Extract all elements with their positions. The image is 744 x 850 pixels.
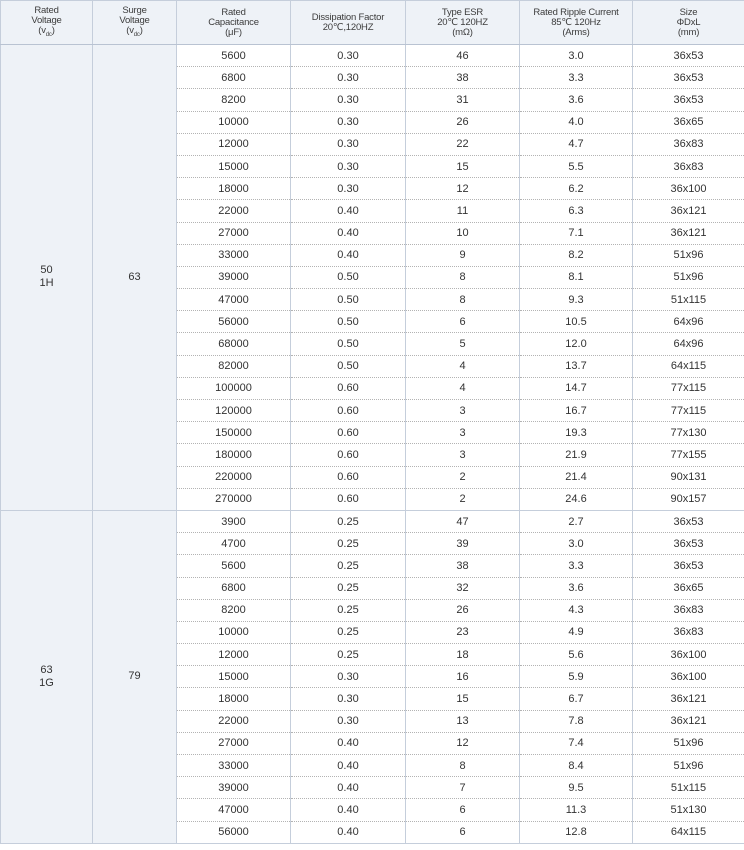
ripple-current-cell: 3.6 xyxy=(520,89,633,111)
size-cell: 64x115 xyxy=(633,355,744,377)
esr-cell: 4 xyxy=(406,355,520,377)
ripple-current-cell: 7.8 xyxy=(520,710,633,732)
capacitance-cell: 15000 xyxy=(177,666,291,688)
size-cell: 51x115 xyxy=(633,289,744,311)
esr-cell: 31 xyxy=(406,89,520,111)
esr-cell: 23 xyxy=(406,621,520,643)
header-dissipation-factor: Dissipation Factor 20℃,120HZ xyxy=(291,1,406,45)
dissipation-factor-cell: 0.30 xyxy=(291,666,406,688)
size-cell: 51x96 xyxy=(633,732,744,754)
ripple-current-cell: 6.2 xyxy=(520,178,633,200)
size-cell: 36x53 xyxy=(633,510,744,532)
dissipation-factor-cell: 0.25 xyxy=(291,644,406,666)
dissipation-factor-cell: 0.40 xyxy=(291,755,406,777)
dissipation-factor-cell: 0.25 xyxy=(291,621,406,643)
table-row xyxy=(1,45,744,67)
size-cell: 77x115 xyxy=(633,377,744,399)
ripple-current-cell: 24.6 xyxy=(520,488,633,510)
ripple-current-cell: 2.7 xyxy=(520,510,633,532)
capacitance-cell: 8200 xyxy=(177,599,291,621)
surge-voltage-cell: 79 xyxy=(93,510,177,843)
header-size: Size ΦDxL (mm) xyxy=(633,1,744,45)
ripple-current-cell: 5.6 xyxy=(520,644,633,666)
capacitance-cell: 39000 xyxy=(177,266,291,288)
rated-voltage-cell xyxy=(1,510,93,843)
esr-cell: 3 xyxy=(406,400,520,422)
esr-cell: 46 xyxy=(406,45,520,67)
dissipation-factor-cell: 0.30 xyxy=(291,67,406,89)
esr-cell: 15 xyxy=(406,155,520,177)
size-cell: 36x121 xyxy=(633,688,744,710)
dissipation-factor-cell: 0.60 xyxy=(291,488,406,510)
ripple-current-cell: 9.3 xyxy=(520,289,633,311)
size-cell: 51x96 xyxy=(633,755,744,777)
dissipation-factor-cell: 0.50 xyxy=(291,311,406,333)
ripple-current-cell: 10.5 xyxy=(520,311,633,333)
capacitance-cell: 68000 xyxy=(177,333,291,355)
esr-cell: 12 xyxy=(406,732,520,754)
dissipation-factor-cell: 0.30 xyxy=(291,178,406,200)
capacitance-cell: 33000 xyxy=(177,755,291,777)
dissipation-factor-cell: 0.60 xyxy=(291,444,406,466)
size-cell: 64x115 xyxy=(633,821,744,843)
ripple-current-cell: 3.3 xyxy=(520,67,633,89)
esr-cell: 39 xyxy=(406,533,520,555)
capacitance-cell: 5600 xyxy=(177,555,291,577)
dissipation-factor-cell: 0.60 xyxy=(291,466,406,488)
esr-cell: 4 xyxy=(406,377,520,399)
size-cell: 90x131 xyxy=(633,466,744,488)
esr-cell: 6 xyxy=(406,799,520,821)
size-cell: 51x96 xyxy=(633,244,744,266)
capacitance-cell: 22000 xyxy=(177,200,291,222)
size-cell: 36x65 xyxy=(633,111,744,133)
capacitance-cell: 27000 xyxy=(177,222,291,244)
ripple-current-cell: 7.4 xyxy=(520,732,633,754)
dissipation-factor-cell: 0.40 xyxy=(291,821,406,843)
esr-cell: 22 xyxy=(406,133,520,155)
capacitance-cell: 5600 xyxy=(177,45,291,67)
esr-cell: 47 xyxy=(406,510,520,532)
ripple-current-cell: 12.0 xyxy=(520,333,633,355)
capacitance-cell: 6800 xyxy=(177,577,291,599)
rated-voltage-value: 63 xyxy=(40,663,53,676)
dissipation-factor-cell: 0.30 xyxy=(291,688,406,710)
ripple-current-cell: 12.8 xyxy=(520,821,633,843)
ripple-current-cell: 3.3 xyxy=(520,555,633,577)
header-rated-capacitance: Rated Capacitance (μF) xyxy=(177,1,291,45)
dissipation-factor-cell: 0.30 xyxy=(291,710,406,732)
capacitance-cell: 15000 xyxy=(177,155,291,177)
size-cell: 36x65 xyxy=(633,577,744,599)
capacitance-cell: 56000 xyxy=(177,821,291,843)
size-cell: 36x53 xyxy=(633,89,744,111)
esr-cell: 3 xyxy=(406,422,520,444)
dissipation-factor-cell: 0.50 xyxy=(291,266,406,288)
dissipation-factor-cell: 0.40 xyxy=(291,777,406,799)
capacitance-cell: 6800 xyxy=(177,67,291,89)
capacitance-cell: 4700 xyxy=(177,533,291,555)
esr-cell: 13 xyxy=(406,710,520,732)
dissipation-factor-cell: 0.50 xyxy=(291,333,406,355)
esr-cell: 26 xyxy=(406,111,520,133)
capacitance-cell: 180000 xyxy=(177,444,291,466)
rated-voltage-value: 50 xyxy=(40,264,53,277)
capacitance-cell: 47000 xyxy=(177,289,291,311)
size-cell: 36x121 xyxy=(633,222,744,244)
esr-cell: 38 xyxy=(406,67,520,89)
dissipation-factor-cell: 0.25 xyxy=(291,555,406,577)
size-cell: 90x157 xyxy=(633,488,744,510)
esr-cell: 10 xyxy=(406,222,520,244)
surge-voltage-cell: 63 xyxy=(93,45,177,511)
size-cell: 36x83 xyxy=(633,133,744,155)
ripple-current-cell: 8.1 xyxy=(520,266,633,288)
size-cell: 36x53 xyxy=(633,45,744,67)
size-cell: 36x83 xyxy=(633,599,744,621)
esr-cell: 2 xyxy=(406,466,520,488)
ripple-current-cell: 16.7 xyxy=(520,400,633,422)
capacitance-cell: 100000 xyxy=(177,377,291,399)
dissipation-factor-cell: 0.50 xyxy=(291,355,406,377)
header-ripple-current: Rated Ripple Current 85℃ 120Hz (Arms) xyxy=(520,1,633,45)
esr-cell: 2 xyxy=(406,488,520,510)
dissipation-factor-cell: 0.25 xyxy=(291,577,406,599)
ripple-current-cell: 11.3 xyxy=(520,799,633,821)
capacitance-cell: 12000 xyxy=(177,644,291,666)
capacitance-cell: 270000 xyxy=(177,488,291,510)
dissipation-factor-cell: 0.60 xyxy=(291,400,406,422)
capacitance-cell: 56000 xyxy=(177,311,291,333)
esr-cell: 15 xyxy=(406,688,520,710)
capacitance-cell: 82000 xyxy=(177,355,291,377)
esr-cell: 5 xyxy=(406,333,520,355)
table-row xyxy=(1,510,744,532)
dissipation-factor-cell: 0.25 xyxy=(291,510,406,532)
capacitance-cell: 120000 xyxy=(177,400,291,422)
dissipation-factor-cell: 0.30 xyxy=(291,89,406,111)
ripple-current-cell: 4.3 xyxy=(520,599,633,621)
esr-cell: 8 xyxy=(406,289,520,311)
capacitance-cell: 3900 xyxy=(177,510,291,532)
size-cell: 77x130 xyxy=(633,422,744,444)
size-cell: 36x100 xyxy=(633,178,744,200)
ripple-current-cell: 4.0 xyxy=(520,111,633,133)
esr-cell: 11 xyxy=(406,200,520,222)
capacitance-cell: 10000 xyxy=(177,621,291,643)
dissipation-factor-cell: 0.40 xyxy=(291,244,406,266)
dissipation-factor-cell: 0.30 xyxy=(291,133,406,155)
voltage-code: 1G xyxy=(39,676,54,689)
ripple-current-cell: 19.3 xyxy=(520,422,633,444)
capacitance-cell: 12000 xyxy=(177,133,291,155)
ripple-current-cell: 5.5 xyxy=(520,155,633,177)
dissipation-factor-cell: 0.40 xyxy=(291,200,406,222)
ripple-current-cell: 14.7 xyxy=(520,377,633,399)
capacitance-cell: 10000 xyxy=(177,111,291,133)
ripple-current-cell: 21.9 xyxy=(520,444,633,466)
ripple-current-cell: 3.0 xyxy=(520,45,633,67)
ripple-current-cell: 8.2 xyxy=(520,244,633,266)
dissipation-factor-cell: 0.25 xyxy=(291,599,406,621)
esr-cell: 16 xyxy=(406,666,520,688)
ripple-current-cell: 21.4 xyxy=(520,466,633,488)
size-cell: 36x53 xyxy=(633,555,744,577)
size-cell: 36x83 xyxy=(633,621,744,643)
esr-cell: 9 xyxy=(406,244,520,266)
size-cell: 36x121 xyxy=(633,710,744,732)
ripple-current-cell: 8.4 xyxy=(520,755,633,777)
capacitance-cell: 47000 xyxy=(177,799,291,821)
capacitance-cell: 8200 xyxy=(177,89,291,111)
ripple-current-cell: 6.3 xyxy=(520,200,633,222)
esr-cell: 8 xyxy=(406,755,520,777)
capacitance-cell: 27000 xyxy=(177,732,291,754)
dissipation-factor-cell: 0.40 xyxy=(291,732,406,754)
ripple-current-cell: 9.5 xyxy=(520,777,633,799)
ripple-current-cell: 7.1 xyxy=(520,222,633,244)
size-cell: 36x53 xyxy=(633,67,744,89)
esr-cell: 3 xyxy=(406,444,520,466)
header-rated-voltage: Rated Voltage $(v_{dc})$ xyxy=(1,1,93,45)
dissipation-factor-cell: 0.30 xyxy=(291,111,406,133)
rated-voltage-cell xyxy=(1,45,93,511)
esr-cell: 38 xyxy=(406,555,520,577)
size-cell: 51x96 xyxy=(633,266,744,288)
header-type-esr: Type ESR 20℃ 120HZ (mΩ) xyxy=(406,1,520,45)
capacitance-cell: 33000 xyxy=(177,244,291,266)
size-cell: 51x130 xyxy=(633,799,744,821)
esr-cell: 12 xyxy=(406,178,520,200)
size-cell: 36x53 xyxy=(633,533,744,555)
dissipation-factor-cell: 0.30 xyxy=(291,155,406,177)
dissipation-factor-cell: 0.30 xyxy=(291,45,406,67)
capacitance-cell: 220000 xyxy=(177,466,291,488)
esr-cell: 6 xyxy=(406,821,520,843)
dissipation-factor-cell: 0.40 xyxy=(291,222,406,244)
dissipation-factor-cell: 0.60 xyxy=(291,377,406,399)
header-row xyxy=(1,1,744,45)
size-cell: 64x96 xyxy=(633,311,744,333)
ripple-current-cell: 4.7 xyxy=(520,133,633,155)
esr-cell: 8 xyxy=(406,266,520,288)
dissipation-factor-cell: 0.60 xyxy=(291,422,406,444)
size-cell: 36x100 xyxy=(633,666,744,688)
dissipation-factor-cell: 0.50 xyxy=(291,289,406,311)
size-cell: 51x115 xyxy=(633,777,744,799)
dissipation-factor-cell: 0.25 xyxy=(291,533,406,555)
esr-cell: 7 xyxy=(406,777,520,799)
esr-cell: 32 xyxy=(406,577,520,599)
capacitance-cell: 22000 xyxy=(177,710,291,732)
ripple-current-cell: 5.9 xyxy=(520,666,633,688)
size-cell: 36x121 xyxy=(633,200,744,222)
ripple-current-cell: 13.7 xyxy=(520,355,633,377)
esr-cell: 18 xyxy=(406,644,520,666)
capacitance-cell: 18000 xyxy=(177,178,291,200)
ripple-current-cell: 6.7 xyxy=(520,688,633,710)
table-body xyxy=(1,45,744,844)
header-surge-voltage: Surge Voltage $(v_{dc})$ xyxy=(93,1,177,45)
ripple-current-cell: 3.0 xyxy=(520,533,633,555)
capacitance-cell: 39000 xyxy=(177,777,291,799)
size-cell: 64x96 xyxy=(633,333,744,355)
capacitance-cell: 18000 xyxy=(177,688,291,710)
size-cell: 36x100 xyxy=(633,644,744,666)
esr-cell: 6 xyxy=(406,311,520,333)
dissipation-factor-cell: 0.40 xyxy=(291,799,406,821)
voltage-code: 1H xyxy=(39,277,54,290)
capacitance-cell: 150000 xyxy=(177,422,291,444)
size-cell: 77x115 xyxy=(633,400,744,422)
size-cell: 36x83 xyxy=(633,155,744,177)
esr-cell: 26 xyxy=(406,599,520,621)
ripple-current-cell: 3.6 xyxy=(520,577,633,599)
size-cell: 77x155 xyxy=(633,444,744,466)
ripple-current-cell: 4.9 xyxy=(520,621,633,643)
